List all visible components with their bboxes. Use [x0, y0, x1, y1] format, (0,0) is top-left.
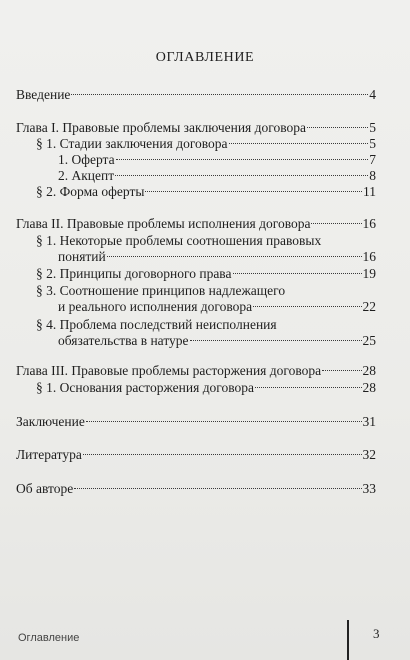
leader-dots	[71, 93, 368, 95]
leader-dots	[83, 453, 362, 455]
footer-divider	[347, 620, 349, 660]
leader-dots	[311, 222, 361, 224]
toc-entry-label: Литература	[16, 447, 82, 462]
toc-entry-ch2-sec1-line1: § 1. Некоторые проблемы соотношения правовых	[36, 233, 322, 248]
leader-dots	[233, 272, 362, 274]
page-title: ОГЛАВЛЕНИЕ	[155, 50, 255, 65]
toc-entry-chapter-3	[16, 362, 376, 380]
toc-entry-label: Глава II. Правовые проблемы исполнения договора	[16, 216, 311, 231]
toc-entry-label: § 1. Стадии заключения договора	[36, 136, 228, 151]
leader-dots	[107, 255, 362, 257]
toc-entry-page: 19	[362, 266, 376, 281]
toc-entry-page: 25	[362, 333, 376, 348]
toc-entry-page: 7	[369, 152, 376, 167]
toc-entry-label: 2. Акцепт	[58, 168, 115, 183]
toc-entry-page: 5	[369, 136, 376, 151]
toc-entry-label: Введение	[16, 87, 71, 102]
toc-entry-page: 8	[369, 168, 376, 183]
leader-dots	[253, 305, 361, 307]
toc-entry-page: 4	[369, 87, 376, 102]
leader-dots	[74, 487, 361, 489]
page-number: 3	[373, 626, 380, 641]
toc-entry-ch2-sec4	[58, 332, 376, 350]
toc-entry-literature	[16, 446, 376, 464]
toc-entry-page: 5	[369, 120, 376, 135]
toc-entry-label: § 1. Основания расторжения договора	[36, 380, 255, 395]
toc-entry-introduction	[16, 86, 376, 104]
toc-entry-chapter-2	[16, 215, 376, 233]
leader-dots	[190, 339, 362, 341]
leader-dots	[86, 420, 362, 422]
running-footer-title: Оглавление	[18, 632, 80, 644]
toc-entry-page: 11	[363, 184, 376, 199]
toc-entry-ch2-sec1	[58, 248, 376, 266]
toc-entry-conclusion	[16, 413, 376, 431]
toc-entry-label: Заключение	[16, 414, 85, 429]
toc-entry-ch2-sec3	[58, 298, 376, 316]
toc-entry-label: понятий	[58, 249, 106, 264]
toc-entry-label: Об авторе	[16, 481, 74, 496]
toc-entry-page: 31	[362, 414, 376, 429]
leader-dots	[307, 126, 368, 128]
toc-entry-ch1-sec2	[36, 183, 376, 201]
toc-entry-page: 22	[362, 299, 376, 314]
toc-entry-ch2-sec3-line1: § 3. Соотношение принципов надлежащего	[36, 283, 286, 298]
leader-dots	[116, 158, 369, 160]
leader-dots	[145, 190, 362, 192]
leader-dots	[115, 174, 368, 176]
toc-entry-label: Глава I. Правовые проблемы заключения договора	[16, 120, 306, 135]
toc-entry-about-author	[16, 480, 376, 498]
toc-entry-page: 16	[362, 216, 376, 231]
toc-entry-ch3-sec1	[36, 379, 376, 397]
toc-entry-label: 1. Оферта	[58, 152, 115, 167]
toc-entry-label: § 2. Принципы договорного права	[36, 266, 232, 281]
leader-dots	[229, 142, 369, 144]
toc-entry-page: 16	[362, 249, 376, 264]
toc-entry-label: обязательства в натуре	[58, 333, 189, 348]
toc-entry-label: § 2. Форма оферты	[36, 184, 145, 199]
toc-entry-ch2-sec4-line1: § 4. Проблема последствий неисполнения	[36, 317, 277, 332]
toc-entry-ch2-sec2	[36, 265, 376, 283]
toc-entry-page: 32	[362, 447, 376, 462]
toc-entry-label: и реального исполнения договора	[58, 299, 253, 314]
toc-entry-label: Глава III. Правовые проблемы расторжения договора	[16, 363, 322, 378]
leader-dots	[322, 369, 361, 371]
toc-entry-page: 33	[362, 481, 376, 496]
leader-dots	[255, 386, 361, 388]
toc-entry-page: 28	[362, 380, 376, 395]
toc-entry-page: 28	[362, 363, 376, 378]
